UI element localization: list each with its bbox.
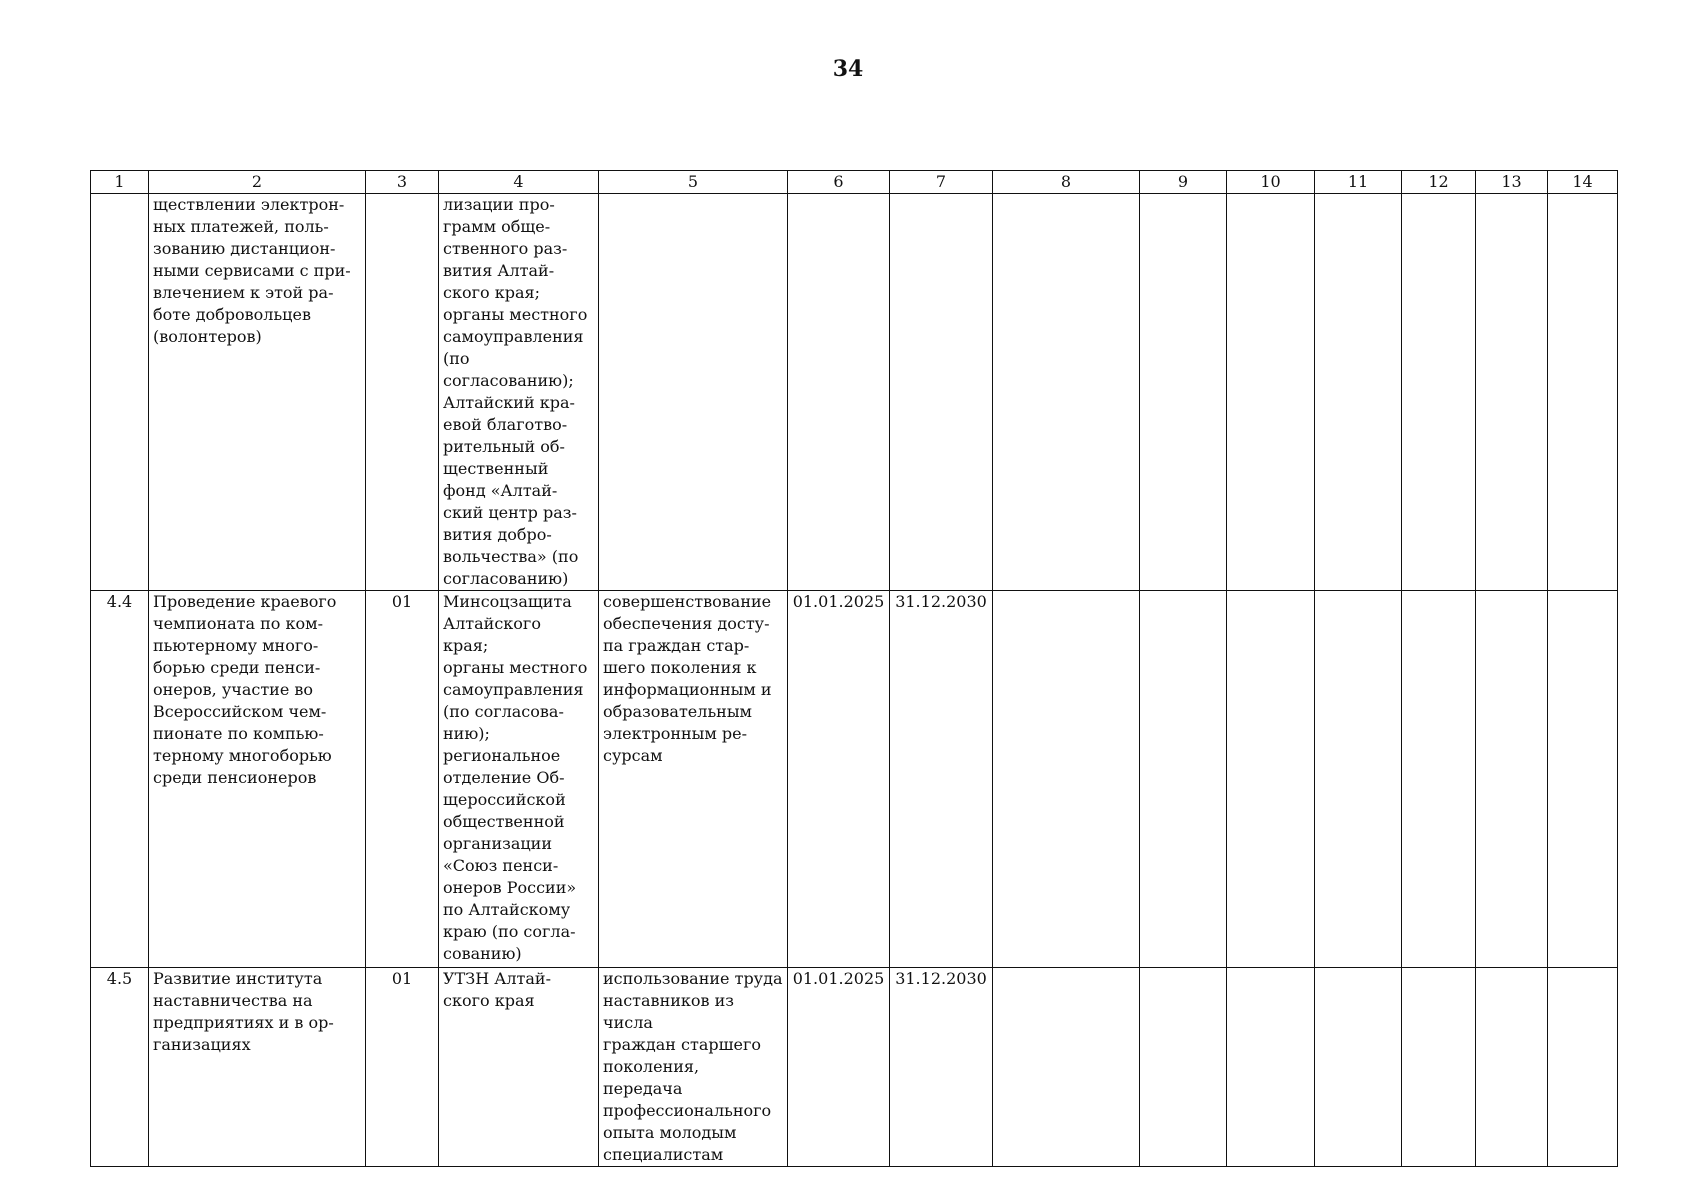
header-row <box>91 171 1618 194</box>
column-header: 13 <box>1476 171 1548 194</box>
column-header: 6 <box>788 171 890 194</box>
table-row <box>91 194 1618 591</box>
column-header: 1 <box>91 171 149 194</box>
empty-cell <box>1402 968 1476 1167</box>
empty-cell <box>1402 194 1476 591</box>
code: 01 <box>366 968 439 1167</box>
column-header: 5 <box>599 171 788 194</box>
start-date <box>788 194 890 591</box>
column-header: 12 <box>1402 171 1476 194</box>
empty-cell <box>1315 591 1402 968</box>
responsible-executor: Минсоцзащита Алтайского края; органы местного самоуправления (по согласова- нию); региональное отделение Об- щероссийской общественной организации «Союз пенси- онеров России» по Алтайскому краю (по согла- сованию) <box>439 591 599 968</box>
code: 01 <box>366 591 439 968</box>
expected-result: использование труда наставников из числа граждан старшего поколения, передача профессионального опыта молодым специалистам <box>599 968 788 1167</box>
code <box>366 194 439 591</box>
column-header: 8 <box>993 171 1140 194</box>
start-date: 01.01.2025 <box>788 591 890 968</box>
item-number: 4.4 <box>91 591 149 968</box>
column-header: 4 <box>439 171 599 194</box>
table-row <box>91 968 1618 1167</box>
empty-cell <box>1548 194 1618 591</box>
end-date: 31.12.2030 <box>890 591 993 968</box>
measure-name: Проведение краевого чемпионата по ком- пьютерному много- борью среди пенси- онеров, участие во Всероссийском чем- пионате по компью- терному многоборью среди пенсионеров <box>149 591 366 968</box>
empty-cell <box>1476 968 1548 1167</box>
measures-table <box>90 170 1618 1167</box>
empty-cell <box>1227 591 1315 968</box>
item-number: 4.5 <box>91 968 149 1167</box>
empty-cell <box>1140 968 1227 1167</box>
column-header: 7 <box>890 171 993 194</box>
empty-cell <box>1140 591 1227 968</box>
measure-name: ществлении электрон- ных платежей, поль- зованию дистанцион- ными сервисами с при- влечением к этой ра- боте добровольцев (волонтеров) <box>149 194 366 591</box>
column-header: 9 <box>1140 171 1227 194</box>
column-header: 14 <box>1548 171 1618 194</box>
expected-result <box>599 194 788 591</box>
item-number <box>91 194 149 591</box>
start-date: 01.01.2025 <box>788 968 890 1167</box>
empty-cell <box>993 591 1140 968</box>
empty-cell <box>1476 591 1548 968</box>
empty-cell <box>1402 591 1476 968</box>
expected-result: совершенствование обеспечения досту- па граждан стар- шего поколения к информационным и образовательным электронным ре- сурсам <box>599 591 788 968</box>
table-row <box>91 591 1618 968</box>
empty-cell <box>1548 968 1618 1167</box>
responsible-executor: лизации про- грамм обще- ственного раз- вития Алтай- ского края; органы местного самоуправления (по согласованию); Алтайский кра- евой благотво- рительный об- щественный фонд «Алтай- ский центр раз- вития добро- вольчества» (по согласованию) <box>439 194 599 591</box>
empty-cell <box>1227 194 1315 591</box>
empty-cell <box>1227 968 1315 1167</box>
empty-cell <box>1548 591 1618 968</box>
end-date <box>890 194 993 591</box>
empty-cell <box>993 968 1140 1167</box>
end-date: 31.12.2030 <box>890 968 993 1167</box>
measure-name: Развитие института наставничества на предприятиях и в ор- ганизациях <box>149 968 366 1167</box>
empty-cell <box>1315 968 1402 1167</box>
column-header: 2 <box>149 171 366 194</box>
column-header: 10 <box>1227 171 1315 194</box>
page-number: 34 <box>832 56 864 82</box>
empty-cell <box>1315 194 1402 591</box>
column-header: 11 <box>1315 171 1402 194</box>
column-header: 3 <box>366 171 439 194</box>
empty-cell <box>1140 194 1227 591</box>
responsible-executor: УТЗН Алтай- ского края <box>439 968 599 1167</box>
empty-cell <box>993 194 1140 591</box>
empty-cell <box>1476 194 1548 591</box>
